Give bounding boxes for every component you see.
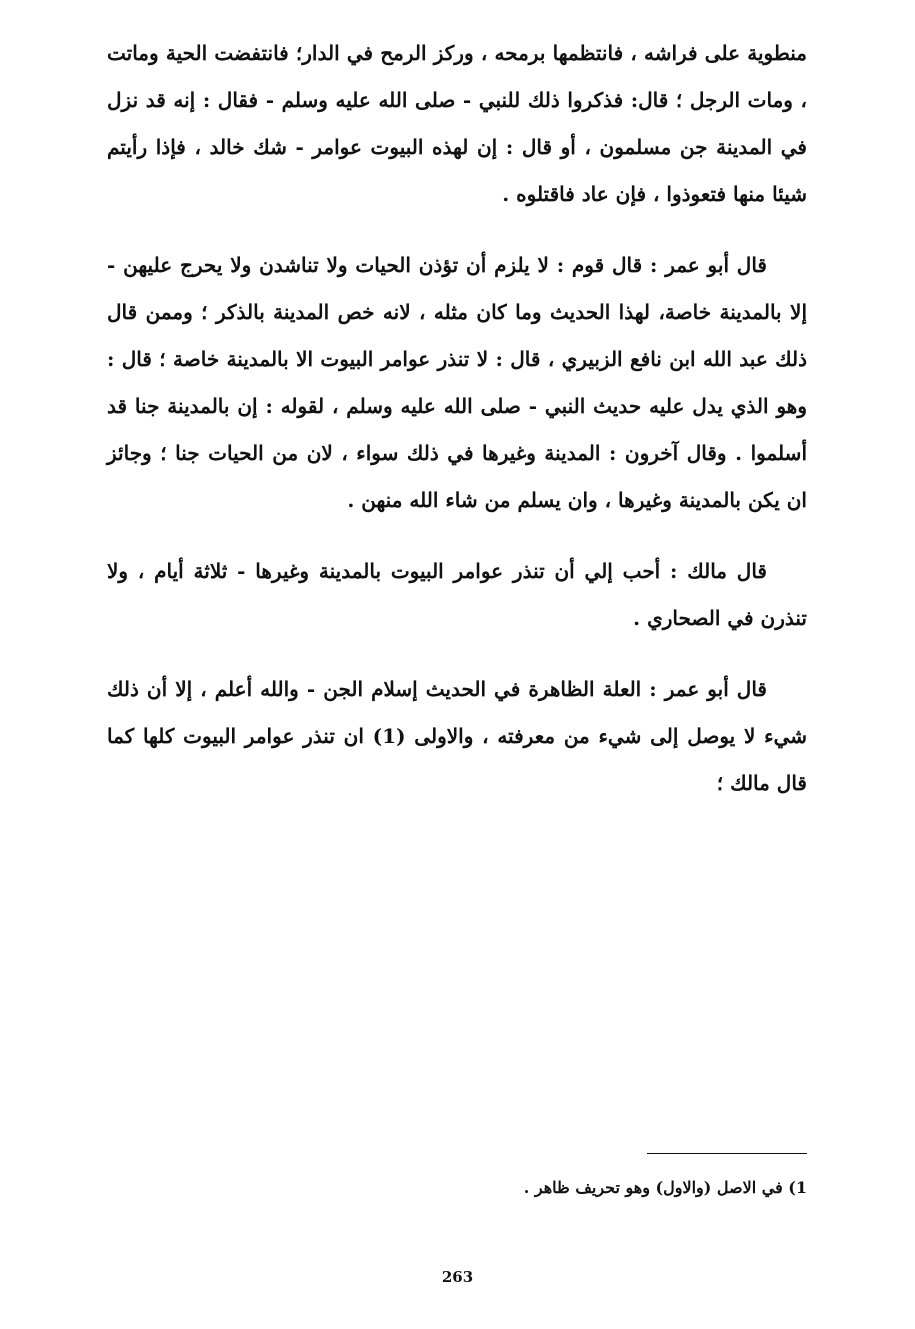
- paragraph-3: قال مالك : أحب إلي أن تنذر عوامر البيوت بالمدينة وغيرها - ثلاثة أيام ، ولا تنذرن في الصحاري .: [107, 559, 807, 630]
- paragraph-4: قال أبو عمر : العلة الظاهرة في الحديث إسلام الجن - والله أعلم ، إلا أن ذلك شيء لا يوصل إلى شيء من معرفته ، والاولى (1) ان تنذر عوامر البيوت كلها كما قال مالك ؛: [107, 677, 808, 795]
- main-text: [107, 30, 807, 807]
- paragraph-1: منطوية على فراشه ، فانتظمها برمحه ، وركز الرمح في الدار؛ فانتفضت الحية وماتت ، ومات الرجل ؛ قال: فذكروا ذلك للنبي - صلى الله عليه وسلم - فقال : إنه قد نزل في المدينة جن مسلمون ، أو قال : إن لهذه البيوت عوامر - شك خالد ، فإذا رأيتم شيئا منها فتعوذوا ، فإن عاد فاقتلوه .: [107, 41, 807, 206]
- footnote: 1) في الاصل (والاول) وهو تحريف ظاهر .: [523, 1178, 807, 1197]
- page-number: 263: [441, 1268, 474, 1286]
- footnote-divider: [647, 1153, 807, 1154]
- paragraph-2: قال أبو عمر : قال قوم : لا يلزم أن تؤذن الحيات ولا تناشدن ولا يحرج عليهن - إلا بالمدينة خاصة، لهذا الحديث وما كان مثله ، لانه خص المدينة بالذكر ؛ وممن قال ذلك عبد الله ابن نافع الزبيري ، قال : لا تنذر عوامر البيوت الا بالمدينة خاصة ؛ قال : وهو الذي يدل عليه حديث النبي - صلى الله عليه وسلم ، لقوله : إن بالمدينة جنا قد أسلموا . وقال آخرون : المدينة وغيرها في ذلك سواء ، لان من الحيات جنا ؛ وجائز ان يكن بالمدينة وغيرها ، وان يسلم من شاء الله منهن .: [107, 253, 807, 512]
